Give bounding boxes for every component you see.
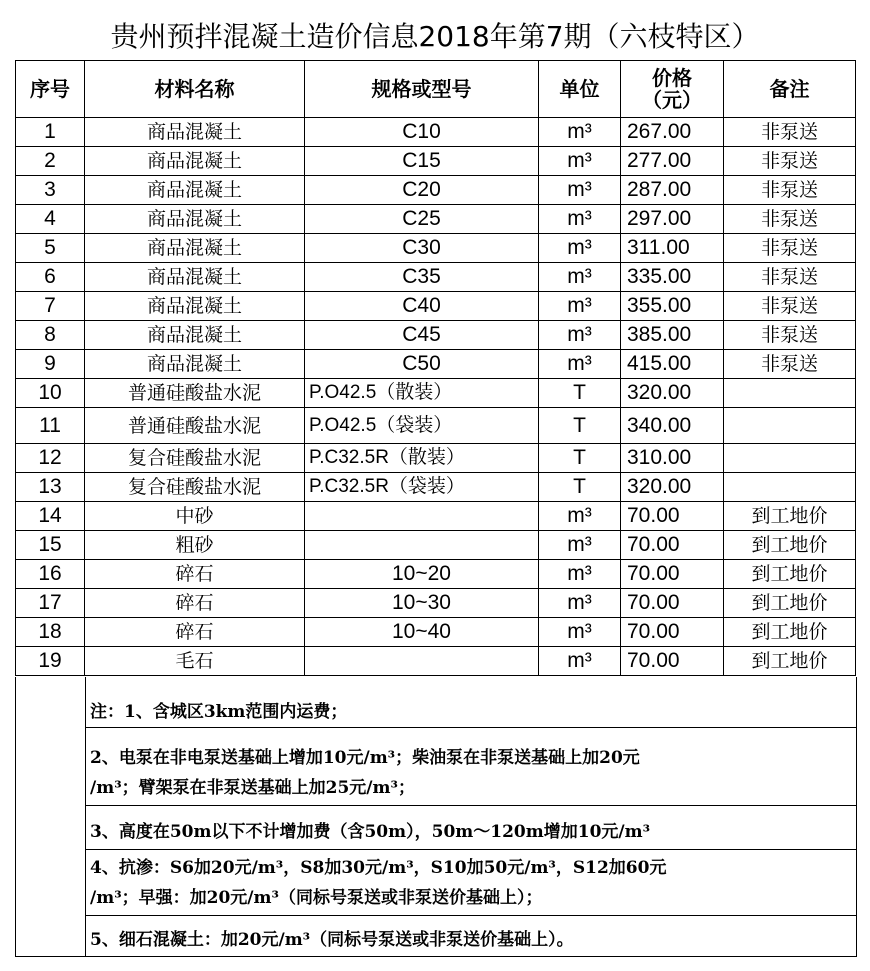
row-unit: T [539,379,621,408]
header-unit: 单位 [539,61,621,118]
note-divider [86,849,857,850]
row-index: 3 [16,176,85,205]
note-5 [90,925,851,955]
note-4 [90,853,851,913]
note-divider [86,805,857,806]
row-spec [305,502,539,531]
row-remark [724,408,856,444]
note-1-line-1: 注：1、含城区3km范围内运费； [90,702,348,722]
row-name: 普通硅酸盐水泥 [85,408,305,444]
row-price: 70.00 [621,560,724,589]
header-remark: 备注 [724,61,856,118]
header-index: 序号 [16,61,85,118]
row-unit: m³ [539,118,621,147]
row-unit: m³ [539,321,621,350]
table-row [16,444,856,473]
price-table [15,60,856,676]
row-remark: 非泵送 [724,321,856,350]
row-unit: m³ [539,560,621,589]
row-name: 商品混凝土 [85,205,305,234]
table-row [16,147,856,176]
row-index: 11 [16,408,85,444]
row-price: 287.00 [621,176,724,205]
row-name: 商品混凝土 [85,118,305,147]
row-name: 粗砂 [85,531,305,560]
row-remark [724,473,856,502]
row-spec: 10~40 [305,618,539,647]
row-price: 297.00 [621,205,724,234]
page-title: 贵州预拌混凝土造价信息2018年第7期（六枝特区） [110,20,760,53]
row-spec: C50 [305,350,539,379]
row-unit: m³ [539,292,621,321]
note-divider [86,915,857,916]
note-2 [90,743,851,803]
row-remark: 非泵送 [724,263,856,292]
row-index: 8 [16,321,85,350]
row-unit: m³ [539,205,621,234]
note-2-line-2: /m³；臂架泵在非泵送基础上加25元/m³； [90,778,415,798]
row-spec: 10~30 [305,589,539,618]
row-spec [305,531,539,560]
table-header-row [16,61,856,118]
note-3-line-1: 3、高度在50m以下不计增加费（含50m），50m～120m增加10元/m³ [90,822,651,842]
row-remark: 非泵送 [724,205,856,234]
row-remark: 到工地价 [724,502,856,531]
row-price: 267.00 [621,118,724,147]
row-spec [305,647,539,676]
row-price: 277.00 [621,147,724,176]
row-spec: P.C32.5R（袋装） [305,473,539,502]
header-spec: 规格或型号 [305,61,539,118]
row-unit: m³ [539,350,621,379]
row-price: 70.00 [621,531,724,560]
row-spec: C45 [305,321,539,350]
row-remark: 到工地价 [724,560,856,589]
row-price: 70.00 [621,647,724,676]
row-name: 普通硅酸盐水泥 [85,379,305,408]
row-spec: C25 [305,205,539,234]
row-index: 14 [16,502,85,531]
note-4-line-1: 4、抗渗：S6加20元/m³，S8加30元/m³，S10加50元/m³，S12加60元 [90,858,667,878]
row-name: 商品混凝土 [85,234,305,263]
row-unit: m³ [539,263,621,292]
row-name: 复合硅酸盐水泥 [85,473,305,502]
row-spec: C10 [305,118,539,147]
row-spec: C35 [305,263,539,292]
row-index: 1 [16,118,85,147]
row-price: 340.00 [621,408,724,444]
row-unit: m³ [539,176,621,205]
row-remark: 非泵送 [724,147,856,176]
row-unit: m³ [539,502,621,531]
row-unit: m³ [539,618,621,647]
table-row [16,263,856,292]
row-index: 9 [16,350,85,379]
row-spec: P.C32.5R（散装） [305,444,539,473]
row-price: 70.00 [621,502,724,531]
row-remark: 到工地价 [724,647,856,676]
row-spec: C40 [305,292,539,321]
row-price: 320.00 [621,473,724,502]
row-index: 17 [16,589,85,618]
row-price: 415.00 [621,350,724,379]
row-price: 310.00 [621,444,724,473]
table-row [16,531,856,560]
row-index: 7 [16,292,85,321]
table-row [16,176,856,205]
row-name: 商品混凝土 [85,292,305,321]
table-row [16,589,856,618]
header-price-line1: 价格 [652,66,692,90]
row-price: 335.00 [621,263,724,292]
notes-inner [85,677,857,956]
row-index: 19 [16,647,85,676]
row-price: 70.00 [621,589,724,618]
table-row [16,234,856,263]
row-price: 70.00 [621,618,724,647]
row-index: 10 [16,379,85,408]
row-name: 中砂 [85,502,305,531]
row-name: 毛石 [85,647,305,676]
row-remark: 到工地价 [724,618,856,647]
row-spec: P.O42.5（散装） [305,379,539,408]
note-1 [90,697,851,727]
row-unit: m³ [539,647,621,676]
row-remark: 非泵送 [724,350,856,379]
notes-section [15,677,857,957]
table-row [16,618,856,647]
row-unit: T [539,473,621,502]
table-row [16,473,856,502]
table-row [16,118,856,147]
header-name: 材料名称 [85,61,305,118]
header-price [621,61,724,118]
row-index: 18 [16,618,85,647]
table-row [16,292,856,321]
table-row [16,321,856,350]
note-4-line-2: /m³；早强：加20元/m³（同标号泵送或非泵送价基础上）； [90,888,543,908]
row-price: 355.00 [621,292,724,321]
row-name: 碎石 [85,618,305,647]
row-spec: C30 [305,234,539,263]
row-spec: 10~20 [305,560,539,589]
row-price: 311.00 [621,234,724,263]
row-name: 商品混凝土 [85,147,305,176]
note-2-line-1: 2、电泵在非电泵送基础上增加10元/m³；柴油泵在非泵送基础上加20元 [90,748,640,768]
row-index: 16 [16,560,85,589]
table-row [16,379,856,408]
header-price-line2: （元） [642,88,702,112]
row-unit: m³ [539,589,621,618]
row-remark [724,444,856,473]
note-divider [86,727,857,728]
row-remark: 非泵送 [724,118,856,147]
row-name: 商品混凝土 [85,350,305,379]
row-remark: 到工地价 [724,531,856,560]
table-row [16,205,856,234]
row-index: 2 [16,147,85,176]
note-5-line-1: 5、细石混凝土：加20元/m³（同标号泵送或非泵送价基础上）。 [90,930,574,950]
row-index: 5 [16,234,85,263]
row-remark: 非泵送 [724,234,856,263]
table-row [16,560,856,589]
row-name: 商品混凝土 [85,263,305,292]
row-name: 碎石 [85,560,305,589]
row-unit: T [539,444,621,473]
row-unit: m³ [539,147,621,176]
table-row [16,350,856,379]
row-remark: 到工地价 [724,589,856,618]
row-index: 12 [16,444,85,473]
row-name: 复合硅酸盐水泥 [85,444,305,473]
row-unit: m³ [539,531,621,560]
row-spec: C20 [305,176,539,205]
row-name: 商品混凝土 [85,176,305,205]
row-index: 4 [16,205,85,234]
table-row [16,408,856,444]
row-spec: C15 [305,147,539,176]
row-price: 385.00 [621,321,724,350]
table-row [16,647,856,676]
row-spec: P.O42.5（袋装） [305,408,539,444]
row-index: 6 [16,263,85,292]
row-index: 13 [16,473,85,502]
note-3 [90,817,851,847]
row-remark: 非泵送 [724,176,856,205]
row-name: 商品混凝土 [85,321,305,350]
row-unit: T [539,408,621,444]
row-index: 15 [16,531,85,560]
table-body [16,118,856,676]
row-name: 碎石 [85,589,305,618]
row-unit: m³ [539,234,621,263]
row-remark [724,379,856,408]
table-row [16,502,856,531]
row-price: 320.00 [621,379,724,408]
row-remark: 非泵送 [724,292,856,321]
